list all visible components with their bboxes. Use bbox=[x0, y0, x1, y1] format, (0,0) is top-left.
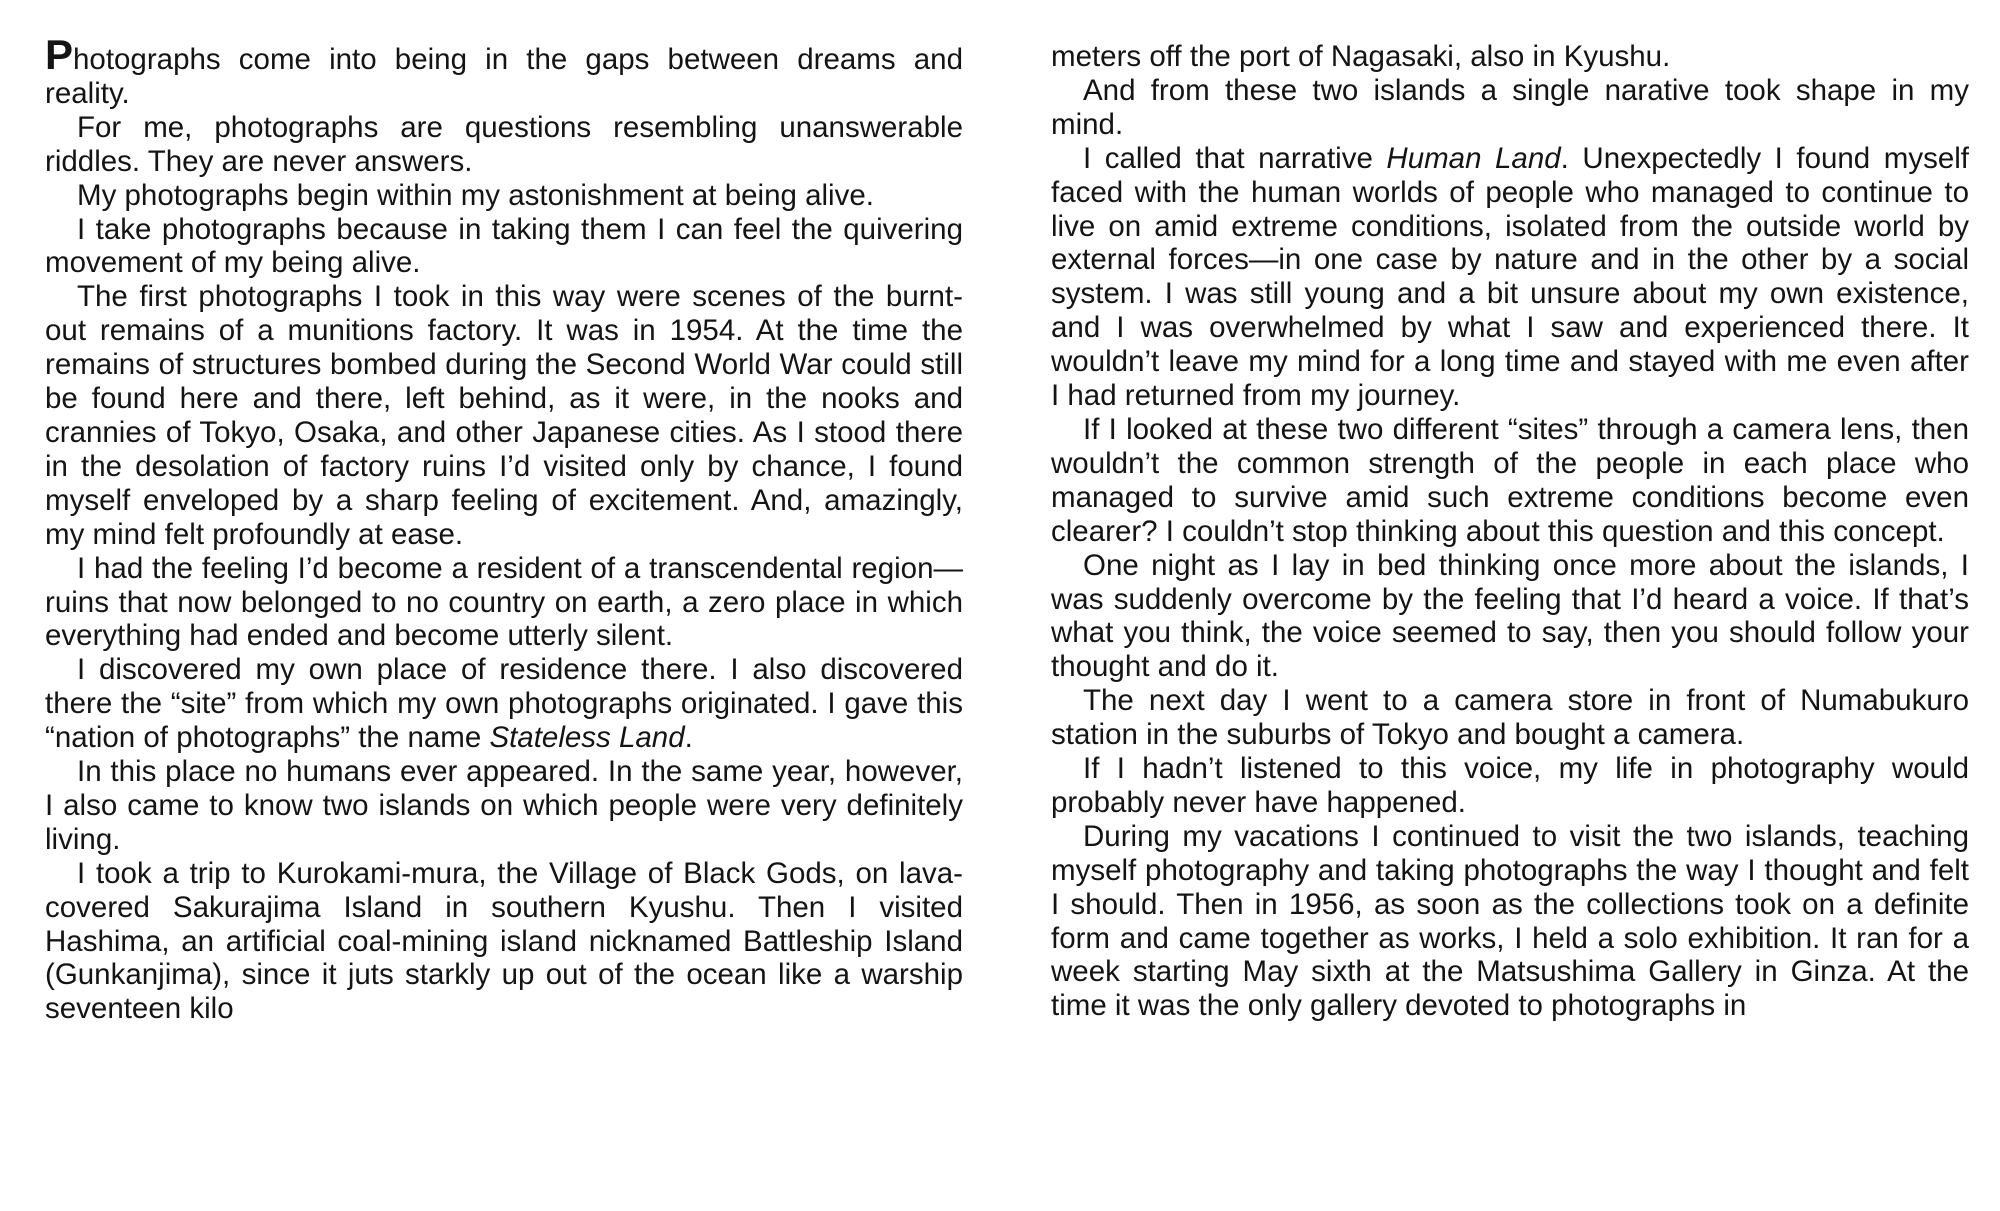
paragraph: My photographs begin within my astonishment at being alive. bbox=[77, 178, 874, 212]
paragraph: The first photographs I took in this way were scenes of the burnt-out remains of a munitions factory. It was in 1954. At the time the remains of structures bombed during the Second World War could still be found here and there, left behind, as it were, in the nooks and crannies of Tokyo, Osaka, and other Japanese cities. As I stood there in the desolation of factory ruins I’d visited only by chance, I found myself enveloped by a sharp feeling of excitement. And, amazingly, my mind felt profoundly at ease. bbox=[45, 280, 963, 551]
paragraph: If I hadn’t listened to this voice, my life in photography would probably never have happened. bbox=[1051, 752, 1969, 819]
paragraph-text: . bbox=[684, 721, 693, 755]
paragraph-text: . Unexpectedly I found myself faced with the human worlds of people who managed to continue to live on amid extreme conditions, isolated from the outside world by external forces—in one case by nature and in the other by a social system. I was still young and a bit unsure about my own existence, and I was overwhelmed by what I saw and experienced there. It wouldn’t leave my mind for a long time and stayed with me even after I had returned from my journey. bbox=[1051, 141, 1969, 413]
paragraph-text: hotographs come into being in the gaps between dreams and reality. bbox=[45, 43, 963, 110]
drop-cap: P bbox=[45, 31, 74, 78]
paragraph: I took a trip to Kurokami-mura, the Village of Black Gods, on lava-covered Sakurajima Island in southern Kyushu. Then I visited Hashima, an artificial coal-mining island nicknamed Battleship Island (Gunkanjima), since it juts starkly up out of the ocean like a warship seventeen kilo bbox=[45, 856, 963, 1026]
paragraph: If I looked at these two different “sites” through a camera lens, then wouldn’t the common strength of the people in each place who managed to survive amid such extreme conditions become even clearer? I couldn’t stop thinking about this question and this concept. bbox=[1051, 412, 1969, 548]
paragraph: In this place no humans ever appeared. In the same year, however, I also came to know two islands on which people were very definitely living. bbox=[45, 755, 963, 856]
paragraph: For me, photographs are questions resembling unanswerable riddles. They are never answers. bbox=[45, 110, 963, 178]
paragraph: I had the feeling I’d become a resident of a transcendental region—ruins that now belonged to no country on earth, a zero place in which everything had ended and become utterly silent. bbox=[45, 551, 963, 653]
paragraph bbox=[45, 653, 963, 755]
paragraph: During my vacations I continued to visit the two islands, teaching myself photography and taking photographs the way I thought and felt I should. Then in 1956, as soon as the collections took on a definite form and came together as works, I held a solo exhibition. It ran for a week starting May sixth at the Matsushima Gallery in Ginza. At the time it was the only gallery devoted to photographs in bbox=[1051, 819, 1969, 1023]
paragraph: One night as I lay in bed thinking once more about the islands, I was suddenly overcome by the feeling that I’d heard a voice. If that’s what you think, the voice seemed to say, then you should follow your thought and do it. bbox=[1051, 548, 1969, 684]
left-text-column bbox=[45, 31, 963, 1026]
paragraph bbox=[45, 31, 963, 111]
italic-title: Human Land bbox=[1386, 141, 1561, 175]
italic-title: Stateless Land bbox=[489, 721, 685, 755]
paragraph: And from these two islands a single narative took shape in my mind. bbox=[1051, 73, 1969, 141]
paragraph-continued: meters off the port of Nagasaki, also in Kyushu. bbox=[1051, 40, 1671, 73]
right-text-column bbox=[1051, 40, 1969, 1023]
paragraph-text: I discovered my own place of residence there. I also discovered there the “site” from which my own photographs originated. I gave this “nation of photographs” the name bbox=[45, 653, 963, 755]
paragraph-text: I called that narrative bbox=[1083, 141, 1387, 175]
paragraph: The next day I went to a camera store in front of Numabukuro station in the suburbs of Tokyo and bought a camera. bbox=[1051, 684, 1969, 752]
paragraph bbox=[1051, 142, 1969, 413]
paragraph: I take photographs because in taking them I can feel the quivering movement of my being alive. bbox=[45, 212, 963, 280]
